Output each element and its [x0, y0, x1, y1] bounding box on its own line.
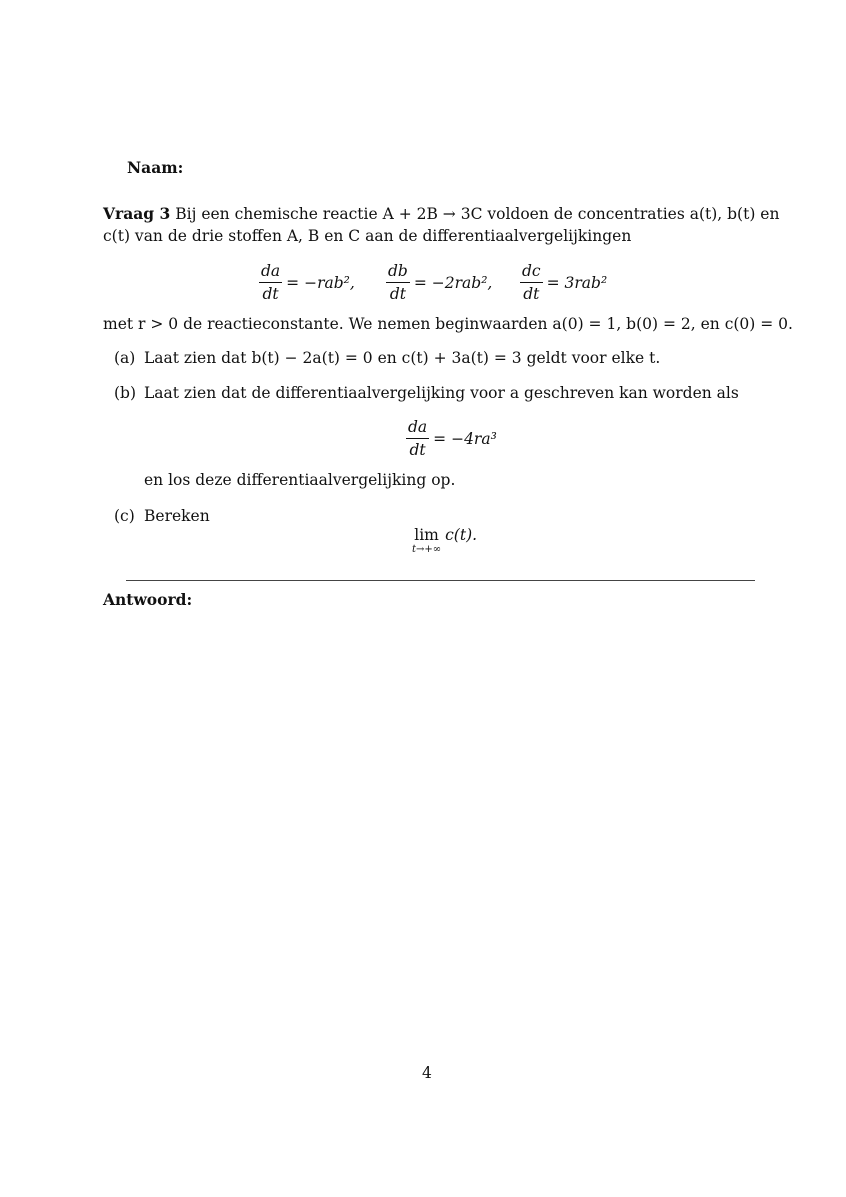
limit-argument: c(t).: [445, 525, 478, 544]
fraction-denominator: dt: [262, 285, 279, 303]
part-a-text: Laat zien dat b(t) − 2a(t) = 0 en c(t) + 3a(t) = 3 geldt voor elke t.: [144, 349, 661, 367]
part-a-label: (a): [114, 349, 136, 367]
equation-da: [255, 262, 355, 303]
equation-db: [382, 262, 492, 303]
part-b-label: (b): [114, 384, 137, 402]
equation-rhs: = −rab²,: [286, 273, 355, 292]
equation-rhs: = 3rab²: [546, 273, 608, 292]
question-label: Vraag 3: [103, 204, 171, 223]
equation-dc: [516, 262, 607, 303]
part-c-text: Bereken: [144, 507, 210, 525]
question-intro-line-1: [103, 204, 779, 223]
limit-expression: [412, 526, 477, 555]
fraction-denominator: dt: [409, 441, 426, 459]
fraction-numerator: dc: [522, 262, 541, 280]
answer-label: Antwoord:: [103, 590, 193, 609]
fraction-dc-dt: [520, 262, 543, 303]
question-intro-text-1: Bij een chemische reactie A + 2B → 3C voldoen de concentraties a(t), b(t) en: [175, 205, 780, 223]
fraction-da-dt: [259, 262, 282, 303]
page-number: 4: [422, 1064, 432, 1082]
limit-operator: [412, 526, 441, 555]
limit-word: lim: [414, 526, 439, 544]
fraction-db-dt: [386, 262, 410, 303]
fraction-denominator: dt: [523, 285, 540, 303]
fraction-da-dt: [406, 418, 429, 459]
fraction-numerator: da: [408, 418, 428, 436]
equation-da-part-b: [402, 418, 497, 459]
initial-values-text: met r > 0 de reactieconstante. We nemen beginwaarden a(0) = 1, b(0) = 2, en c(0) = 0.: [103, 315, 793, 333]
fraction-numerator: da: [261, 262, 281, 280]
part-b-text: Laat zien dat de differentiaalvergelijking voor a geschreven kan worden als: [144, 384, 739, 402]
equation-rhs: = −2rab²,: [413, 273, 493, 292]
question-intro-line-2: c(t) van de drie stoffen A, B en C aan de differentiaalvergelijkingen: [103, 227, 632, 245]
divider-line: [126, 580, 755, 581]
fraction-denominator: dt: [389, 285, 406, 303]
part-b-after-text: en los deze differentiaalvergelijking op.: [144, 471, 456, 489]
limit-subscript: t→+∞: [412, 544, 442, 555]
equation-rhs: = −4ra³: [433, 429, 497, 448]
fraction-numerator: db: [388, 262, 408, 280]
name-label: Naam:: [127, 158, 184, 177]
part-c-label: (c): [114, 507, 135, 525]
